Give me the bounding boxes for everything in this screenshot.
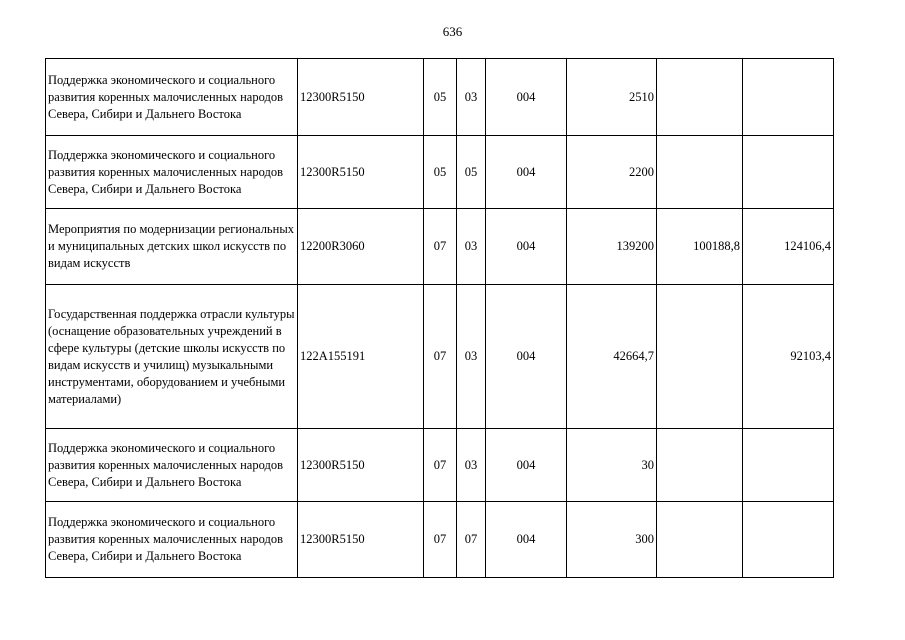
program-name-cell: Поддержка экономического и социального развития коренных малочисленных народов Севера, Сибири и Дальнего Востока bbox=[46, 502, 298, 578]
section-cell: 07 bbox=[424, 285, 457, 429]
amount-cell-3 bbox=[743, 502, 834, 578]
expense-type-cell: 004 bbox=[486, 209, 567, 285]
amount-cell-3 bbox=[743, 429, 834, 502]
amount-cell-2 bbox=[657, 136, 743, 209]
program-name-cell: Поддержка экономического и социального развития коренных малочисленных народов Севера, Сибири и Дальнего Востока bbox=[46, 59, 298, 136]
program-name-cell: Государственная поддержка отрасли культуры (оснащение образовательных учреждений в сфере культуры (детские школы искусств по видам искусств и училищ) музыкальными инструментами, оборудованием и учебными материалами) bbox=[46, 285, 298, 429]
amount-cell-2 bbox=[657, 429, 743, 502]
expense-type-cell: 004 bbox=[486, 285, 567, 429]
target-code-cell: 12300R5150 bbox=[298, 429, 424, 502]
subsection-cell: 03 bbox=[457, 429, 486, 502]
amount-cell-2 bbox=[657, 285, 743, 429]
expense-type-cell: 004 bbox=[486, 136, 567, 209]
amount-cell-1: 2200 bbox=[567, 136, 657, 209]
section-cell: 05 bbox=[424, 59, 457, 136]
target-code-cell: 12300R5150 bbox=[298, 136, 424, 209]
subsection-cell: 03 bbox=[457, 209, 486, 285]
target-code-cell: 12300R5150 bbox=[298, 59, 424, 136]
program-name-cell: Поддержка экономического и социального развития коренных малочисленных народов Севера, Сибири и Дальнего Востока bbox=[46, 136, 298, 209]
amount-cell-3: 92103,4 bbox=[743, 285, 834, 429]
table-row bbox=[46, 429, 834, 502]
table-row bbox=[46, 502, 834, 578]
amount-cell-3 bbox=[743, 136, 834, 209]
expense-type-cell: 004 bbox=[486, 59, 567, 136]
amount-cell-1: 300 bbox=[567, 502, 657, 578]
amount-cell-2 bbox=[657, 59, 743, 136]
amount-cell-3: 124106,4 bbox=[743, 209, 834, 285]
subsection-cell: 07 bbox=[457, 502, 486, 578]
amount-cell-1: 42664,7 bbox=[567, 285, 657, 429]
table-row bbox=[46, 209, 834, 285]
amount-cell-1: 2510 bbox=[567, 59, 657, 136]
expense-type-cell: 004 bbox=[486, 429, 567, 502]
target-code-cell: 12200R3060 bbox=[298, 209, 424, 285]
subsection-cell: 03 bbox=[457, 59, 486, 136]
section-cell: 05 bbox=[424, 136, 457, 209]
program-name-cell: Поддержка экономического и социального развития коренных малочисленных народов Севера, Сибири и Дальнего Востока bbox=[46, 429, 298, 502]
target-code-cell: 12300R5150 bbox=[298, 502, 424, 578]
page-number: 636 bbox=[442, 24, 463, 39]
subsection-cell: 03 bbox=[457, 285, 486, 429]
expense-type-cell: 004 bbox=[486, 502, 567, 578]
amount-cell-3 bbox=[743, 59, 834, 136]
amount-cell-1: 30 bbox=[567, 429, 657, 502]
amount-cell-2 bbox=[657, 502, 743, 578]
section-cell: 07 bbox=[424, 502, 457, 578]
table-row bbox=[46, 285, 834, 429]
table-row bbox=[46, 136, 834, 209]
amount-cell-2: 100188,8 bbox=[657, 209, 743, 285]
amount-cell-1: 139200 bbox=[567, 209, 657, 285]
target-code-cell: 122A155191 bbox=[298, 285, 424, 429]
section-cell: 07 bbox=[424, 429, 457, 502]
program-name-cell: Мероприятия по модернизации региональных и муниципальных детских школ искусств по видам искусств bbox=[46, 209, 298, 285]
section-cell: 07 bbox=[424, 209, 457, 285]
budget-table bbox=[45, 58, 834, 578]
table-row bbox=[46, 59, 834, 136]
subsection-cell: 05 bbox=[457, 136, 486, 209]
